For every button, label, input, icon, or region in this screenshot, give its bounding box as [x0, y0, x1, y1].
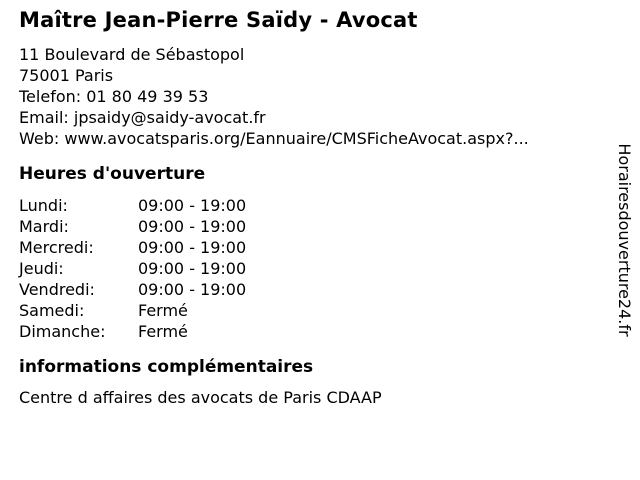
hours-row-sunday: [19, 321, 600, 342]
day-hours: 09:00 - 19:00: [138, 238, 247, 257]
day-hours: 09:00 - 19:00: [138, 280, 247, 299]
address-line-city: 75001 Paris: [19, 66, 114, 85]
phone-line: Telefon: 01 80 49 39 53: [19, 87, 209, 106]
day-label: Mardi:: [19, 217, 69, 236]
day-label: Dimanche:: [19, 322, 106, 341]
address-line-street: 11 Boulevard de Sébastopol: [19, 45, 245, 64]
day-hours: Fermé: [138, 322, 188, 341]
day-label: Samedi:: [19, 301, 85, 320]
opening-hours-table: [19, 195, 600, 342]
web-line: Web: www.avocatsparis.org/Eannuaire/CMSFicheAvocat.aspx?...: [19, 129, 529, 148]
contact-block: [19, 44, 600, 149]
opening-hours-heading: Heures d'ouverture: [19, 164, 206, 184]
hours-row-saturday: [19, 300, 600, 321]
day-label: Lundi:: [19, 196, 68, 215]
day-hours: 09:00 - 19:00: [138, 259, 247, 278]
hours-row-wednesday: [19, 237, 600, 258]
additional-info-text: Centre d affaires des avocats de Paris CDAAP: [19, 388, 382, 407]
email-line: Email: jpsaidy@saidy-avocat.fr: [19, 108, 266, 127]
hours-row-tuesday: [19, 216, 600, 237]
day-hours: Fermé: [138, 301, 188, 320]
watermark-site-label: Horairesdouverture24.fr: [615, 143, 634, 337]
day-label: Vendredi:: [19, 280, 95, 299]
hours-row-monday: [19, 195, 600, 216]
day-hours: 09:00 - 19:00: [138, 196, 247, 215]
hours-row-friday: [19, 279, 600, 300]
day-label: Mercredi:: [19, 238, 94, 257]
hours-row-thursday: [19, 258, 600, 279]
additional-info-heading: informations complémentaires: [19, 357, 314, 377]
day-label: Jeudi:: [19, 259, 64, 278]
day-hours: 09:00 - 19:00: [138, 217, 247, 236]
page-title: Maître Jean-Pierre Saïdy - Avocat: [19, 8, 418, 32]
